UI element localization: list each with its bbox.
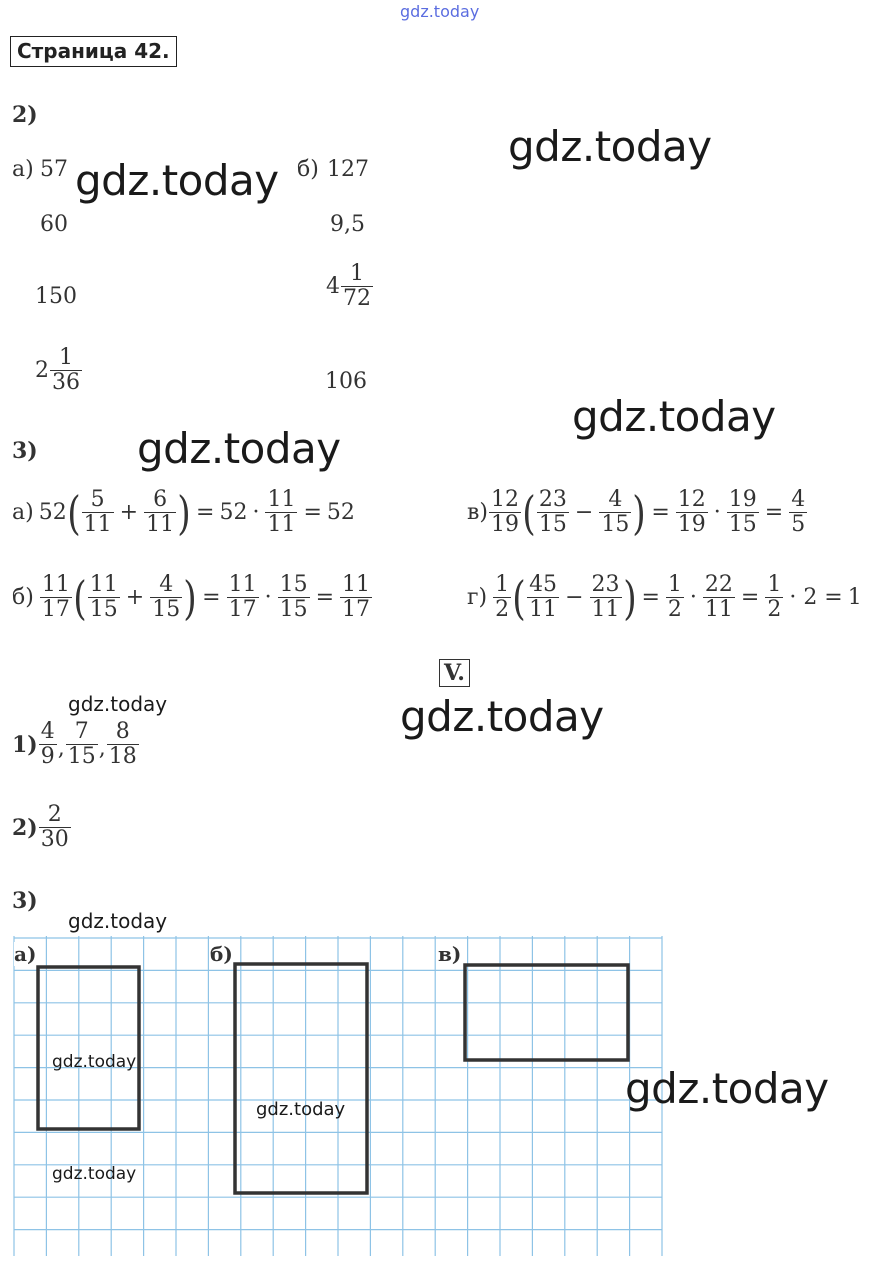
task2-a-value: 150 bbox=[35, 284, 77, 309]
operator: = bbox=[202, 585, 221, 610]
operator: = bbox=[651, 500, 670, 525]
rectangle-a bbox=[38, 967, 139, 1129]
mixed-whole: 4 bbox=[326, 274, 340, 299]
task3-label: 3) bbox=[12, 438, 38, 464]
watermark: gdz.today bbox=[508, 122, 712, 171]
number: 1 bbox=[847, 585, 862, 610]
task2-label: 2) bbox=[12, 102, 38, 128]
fraction: $\frac{6}{11}$ bbox=[146, 487, 175, 537]
watermark: gdz.today bbox=[256, 1099, 346, 1120]
task2-b-label: б) bbox=[297, 157, 319, 182]
operator: = bbox=[315, 585, 335, 610]
comma: , bbox=[57, 736, 65, 761]
operator: · bbox=[264, 585, 272, 610]
operator: + bbox=[125, 585, 145, 610]
fraction: $\frac{7}{15}$ bbox=[67, 719, 96, 769]
task2-a-value: 60 bbox=[40, 212, 68, 237]
item-label: а) bbox=[12, 500, 34, 525]
fraction: $\frac{4}{15}$ bbox=[152, 572, 181, 622]
task2-a-label: а) bbox=[12, 157, 34, 182]
item-label: в) bbox=[467, 500, 488, 525]
sec5-task3-label: 3) bbox=[12, 888, 38, 914]
operator: · bbox=[689, 585, 697, 610]
watermark: gdz.today bbox=[52, 1164, 137, 1184]
task2-b-value: 127 bbox=[327, 157, 369, 182]
item-label: 2) bbox=[12, 814, 38, 841]
fraction: $\frac{15}{15}$ bbox=[279, 572, 308, 622]
watermark: gdz.today bbox=[625, 1064, 829, 1113]
paren-close: ) bbox=[622, 570, 637, 625]
paren-open: ( bbox=[512, 570, 526, 625]
fraction: $\frac{11}{17}$ bbox=[228, 572, 257, 622]
page-title-text: Страница 42. bbox=[17, 39, 170, 63]
fraction: $\frac{4}{15}$ bbox=[601, 487, 630, 537]
fraction: $\frac{8}{18}$ bbox=[108, 719, 137, 769]
operator: − bbox=[565, 585, 584, 610]
fraction: $\frac{23}{15}$ bbox=[538, 487, 567, 537]
watermark: gdz.today bbox=[572, 392, 776, 441]
operator: = bbox=[196, 500, 215, 525]
task2-b-value: 106 bbox=[325, 369, 367, 394]
fraction: $\frac{22}{11}$ bbox=[704, 572, 733, 622]
number: 52 bbox=[38, 500, 67, 525]
fraction: $\frac{11}{11}$ bbox=[267, 487, 296, 537]
watermark: gdz.today bbox=[68, 909, 168, 933]
watermark: gdz.today bbox=[68, 692, 168, 716]
fraction: $\frac{12}{19}$ bbox=[490, 487, 519, 537]
operator: · bbox=[713, 500, 721, 525]
fraction: $\frac{11}{17}$ bbox=[342, 572, 371, 622]
paren-open: ( bbox=[73, 570, 87, 625]
fraction: $\frac{23}{11}$ bbox=[591, 572, 620, 622]
item-label: 1) bbox=[12, 731, 38, 758]
fraction: $\frac{1}{72}$ bbox=[343, 261, 371, 311]
operator: · 2 = bbox=[789, 585, 843, 610]
fraction: $\frac{45}{11}$ bbox=[529, 572, 558, 622]
number: 52 bbox=[326, 500, 355, 525]
watermark: gdz.today bbox=[400, 692, 604, 741]
grid-label-b: б) bbox=[210, 942, 233, 966]
watermark-top: gdz.today bbox=[400, 2, 480, 21]
rectangle-b bbox=[235, 964, 367, 1193]
number: 52 bbox=[219, 500, 248, 525]
operator: − bbox=[574, 500, 594, 525]
comma: , bbox=[98, 736, 106, 761]
fraction: $\frac{1}{36}$ bbox=[52, 345, 80, 395]
paren-close: ) bbox=[632, 485, 647, 540]
item-label: б) bbox=[12, 585, 34, 610]
section-v-label: V. bbox=[439, 659, 470, 687]
watermark: gdz.today bbox=[75, 156, 279, 205]
operator: = bbox=[303, 500, 322, 525]
mixed-whole: 2 bbox=[35, 358, 49, 383]
fraction: $\frac{12}{19}$ bbox=[677, 487, 706, 537]
fraction: $\frac{19}{15}$ bbox=[728, 487, 757, 537]
operator: = bbox=[641, 585, 660, 610]
fraction: $\frac{1}{2}$ bbox=[767, 572, 782, 622]
fraction: $\frac{11}{15}$ bbox=[89, 572, 118, 622]
grid-label-a: а) bbox=[14, 942, 37, 966]
watermark: gdz.today bbox=[137, 424, 341, 473]
fraction: $\frac{2}{30}$ bbox=[40, 802, 69, 852]
item-label: г) bbox=[467, 585, 488, 610]
operator: + bbox=[119, 500, 139, 525]
operator: = bbox=[740, 585, 760, 610]
operator: = bbox=[764, 500, 784, 525]
fraction: $\frac{11}{17}$ bbox=[41, 572, 70, 622]
task2-a-value: 57 bbox=[40, 157, 68, 182]
task2-b-value: 9,5 bbox=[330, 212, 365, 237]
fraction: $\frac{1}{2}$ bbox=[667, 572, 682, 622]
paren-close: ) bbox=[177, 485, 191, 540]
paren-open: ( bbox=[66, 485, 81, 540]
fraction: $\frac{1}{2}$ bbox=[495, 572, 510, 622]
paren-open: ( bbox=[522, 485, 536, 540]
fraction: $\frac{4}{9}$ bbox=[40, 719, 55, 769]
fraction: $\frac{5}{11}$ bbox=[83, 487, 112, 537]
paren-close: ) bbox=[183, 570, 197, 625]
fraction: $\frac{4}{5}$ bbox=[791, 487, 806, 537]
rectangle-v bbox=[465, 965, 628, 1060]
grid-lines bbox=[14, 936, 662, 1256]
operator: · bbox=[252, 500, 260, 525]
watermark: gdz.today bbox=[52, 1052, 137, 1072]
grid-label-v: в) bbox=[438, 942, 462, 966]
